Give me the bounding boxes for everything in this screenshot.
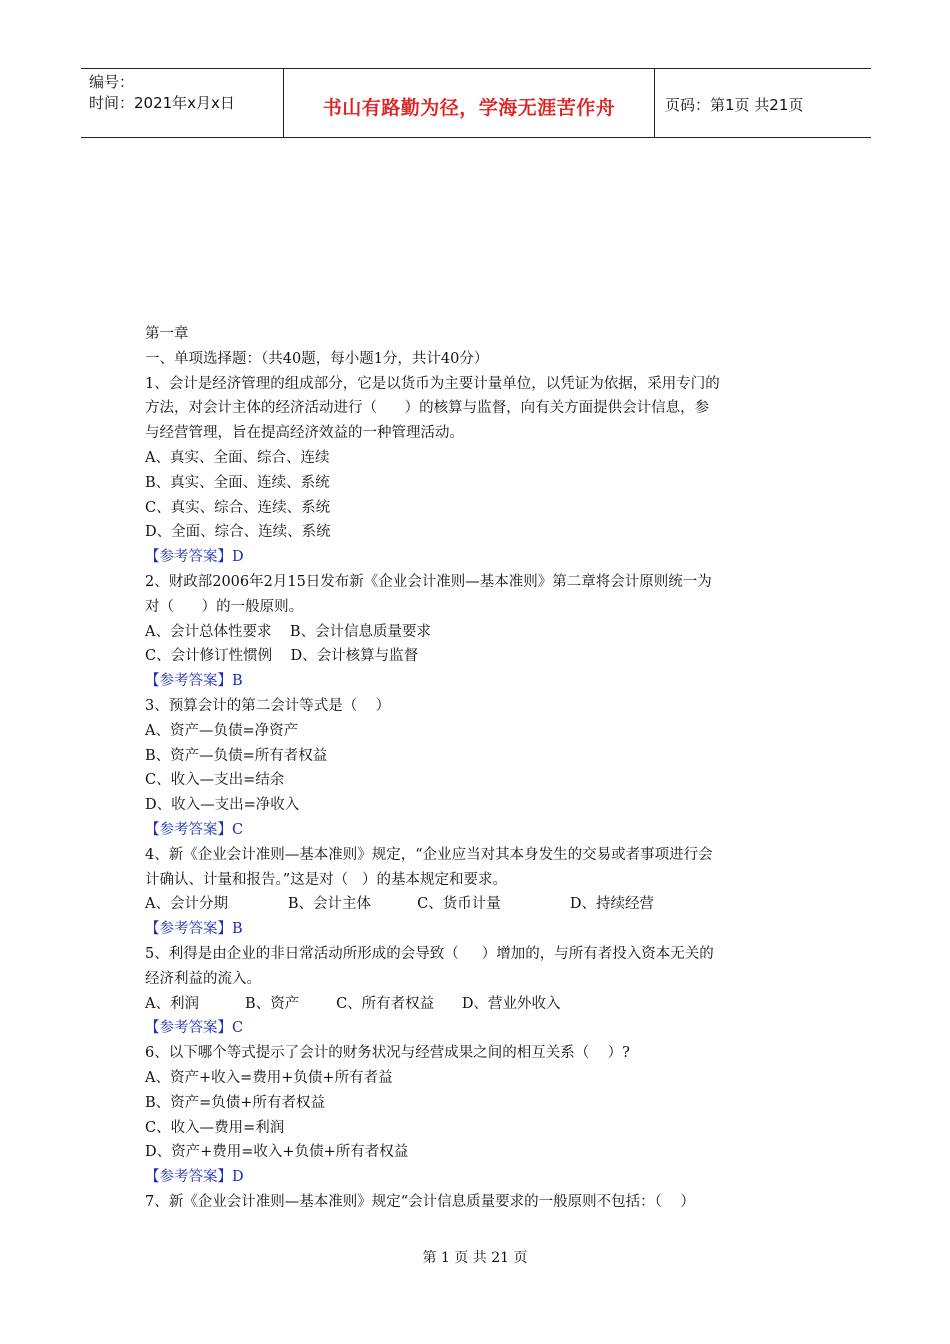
q7-line: 7、新《企业会计准则—基本准则》规定“会计信息质量要求的一般原则不包括：（ ） [145,1193,695,1210]
q1-option: B、真实、全面、连续、系统 [145,474,330,491]
header-page-cell [655,69,871,137]
q1-line: 方法，对会计主体的经济活动进行（ ）的核算与监督，向有关方面提供会计信息，参 [145,400,710,417]
q2-line: 2、财政部2006年2月15日发布新《企业会计准则—基本准则》第二章将会计原则统一为 [145,573,712,590]
q3-line: 3、预算会计的第二会计等式是（ ） [145,697,391,714]
section-title: 一、单项选择题：（共40题，每小题1分，共计40分） [145,350,489,367]
document-body [145,322,810,1215]
q3-option: D、收入—支出=净收入 [145,797,300,814]
answer-1 [145,545,810,570]
q1-option: C、真实、综合、连续、系统 [145,499,331,516]
answer-value: D [232,1169,244,1186]
answer-2 [145,669,810,694]
q1-line: 1、会计是经济管理的组成部分，它是以货币为主要计量单位，以凭证为依据，采用专门的 [145,375,720,392]
q4-option: A、会计分期 B、会计主体 C、货币计量 D、持续经营 [145,896,654,913]
q1-option: D、全面、综合、连续、系统 [145,524,331,541]
q6-option: D、资产+费用=收入+负债+所有者权益 [145,1144,409,1161]
q3-option: C、收入—支出=结余 [145,772,285,789]
header-motto-cell [284,69,655,137]
answer-6 [145,1165,810,1190]
answer-label: 【参考答案】 [145,921,232,938]
q3-option: B、资产—负债=所有者权益 [145,747,328,764]
q4-line: 4、新《企业会计准则—基本准则》规定，“企业应当对其本身发生的交易或者事项进行会 [145,846,713,863]
document-header [81,68,871,138]
q6-option: C、收入—费用=利润 [145,1119,285,1136]
q3-option: A、资产—负债=净资产 [145,722,299,739]
q1-line: 与经营管理，旨在提高经济效益的一种管理活动。 [145,425,464,442]
answer-label: 【参考答案】 [145,821,232,838]
chapter-title: 第一章 [145,326,189,342]
answer-3 [145,818,810,843]
time-label: 时间：2021年x月x日 [89,94,235,112]
answer-label: 【参考答案】 [145,1020,232,1037]
motto-text: 书山有路勤为径，学海无涯苦作舟 [322,97,616,119]
q5-option: A、利润 B、资产 C、所有者权益 D、营业外收入 [145,995,561,1012]
answer-value: D [232,549,244,566]
page-info: 页码：第1页 共21页 [665,96,804,114]
q5-line: 5、利得是由企业的非日常活动所形成的会导致（ ）增加的，与所有者投入资本无关的 [145,945,714,962]
answer-label: 【参考答案】 [145,549,232,566]
answer-value: C [232,1020,244,1037]
answer-5 [145,1016,810,1041]
header-meta-cell [81,69,284,137]
q6-option: B、资产=负债+所有者权益 [145,1094,325,1111]
q2-line: 对（ ）的一般原则。 [145,598,304,615]
answer-label: 【参考答案】 [145,673,232,690]
answer-4 [145,917,810,942]
serial-number-label: 编号： [89,73,135,91]
q2-option: A、会计总体性要求 B、会计信息质量要求 [145,623,432,640]
answer-label: 【参考答案】 [145,1169,232,1186]
q6-option: A、资产+收入=费用+负债+所有者益 [145,1069,393,1086]
answer-value: B [232,673,243,690]
q1-option: A、真实、全面、综合、连续 [145,449,330,466]
q5-line: 经济利益的流入。 [145,970,261,987]
answer-value: C [232,821,244,838]
answer-value: B [232,921,243,938]
q6-line: 6、以下哪个等式提示了会计的财务状况与经营成果之间的相互关系（ ）? [145,1045,630,1062]
q4-line: 计确认、计量和报告。”这是对（ ）的基本规定和要求。 [145,871,507,888]
page-footer: 第 1 页 共 21 页 [422,1250,528,1266]
q2-option: C、会计修订性惯例 D、会计核算与监督 [145,648,419,665]
